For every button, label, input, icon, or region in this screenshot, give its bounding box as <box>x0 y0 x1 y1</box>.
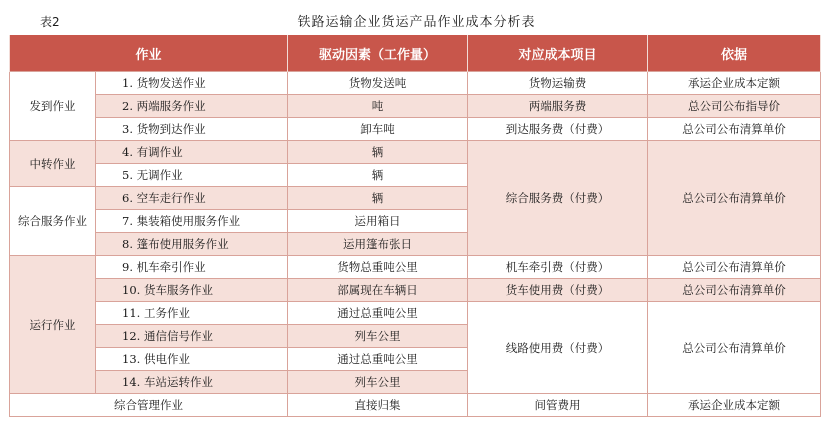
cost-cell: 两端服务费 <box>468 95 648 118</box>
basis-cell: 总公司公布指导价 <box>648 95 821 118</box>
header-activity: 作业 <box>10 35 288 72</box>
cost-cell: 到达服务费（付费） <box>468 118 648 141</box>
merged-service-basis: 总公司公布清算单价 <box>648 141 821 256</box>
activity-cell: 4. 有调作业 <box>96 141 288 164</box>
driver-cell: 运用箱日 <box>288 210 468 233</box>
activity-cell: 12. 通信信号作业 <box>96 325 288 348</box>
table-number: 表2 <box>40 15 60 29</box>
footer-basis: 承运企业成本定额 <box>648 394 821 417</box>
activity-cell: 2. 两端服务作业 <box>96 95 288 118</box>
activity-cell: 10. 货车服务作业 <box>96 279 288 302</box>
merged-line-cost: 线路使用费（付费） <box>468 302 648 394</box>
cost-analysis-table <box>9 35 821 417</box>
header-row <box>10 35 821 72</box>
cost-cell: 货车使用费（付费） <box>468 279 648 302</box>
footer-driver: 直接归集 <box>288 394 468 417</box>
driver-cell: 通过总重吨公里 <box>288 302 468 325</box>
activity-cell: 7. 集装箱使用服务作业 <box>96 210 288 233</box>
footer-activity: 综合管理作业 <box>10 394 288 417</box>
driver-cell: 货物总重吨公里 <box>288 256 468 279</box>
driver-cell: 列车公里 <box>288 325 468 348</box>
group-general-service: 综合服务作业 <box>10 187 96 256</box>
driver-cell: 辆 <box>288 141 468 164</box>
driver-cell: 通过总重吨公里 <box>288 348 468 371</box>
activity-cell: 5. 无调作业 <box>96 164 288 187</box>
activity-cell: 1. 货物发送作业 <box>96 72 288 95</box>
footer-row <box>10 394 821 417</box>
activity-cell: 8. 篷布使用服务作业 <box>96 233 288 256</box>
basis-cell: 总公司公布清算单价 <box>648 279 821 302</box>
driver-cell: 吨 <box>288 95 468 118</box>
activity-cell: 9. 机车牵引作业 <box>96 256 288 279</box>
activity-cell: 13. 供电作业 <box>96 348 288 371</box>
basis-cell: 总公司公布清算单价 <box>648 256 821 279</box>
table-row <box>10 256 821 279</box>
group-transfer: 中转作业 <box>10 141 96 187</box>
table-row <box>10 302 821 325</box>
activity-cell: 6. 空车走行作业 <box>96 187 288 210</box>
basis-cell: 承运企业成本定额 <box>648 72 821 95</box>
table-row <box>10 279 821 302</box>
table-row <box>10 72 821 95</box>
table-row <box>10 141 821 164</box>
driver-cell: 卸车吨 <box>288 118 468 141</box>
activity-cell: 11. 工务作业 <box>96 302 288 325</box>
driver-cell: 辆 <box>288 164 468 187</box>
basis-cell: 总公司公布清算单价 <box>648 118 821 141</box>
footer-cost: 间管费用 <box>468 394 648 417</box>
merged-line-basis: 总公司公布清算单价 <box>648 302 821 394</box>
group-dispatch-arrival: 发到作业 <box>10 72 96 141</box>
driver-cell: 运用篷布张日 <box>288 233 468 256</box>
driver-cell: 部属现在车辆日 <box>288 279 468 302</box>
table-caption <box>0 0 833 35</box>
activity-cell: 14. 车站运转作业 <box>96 371 288 394</box>
merged-service-cost: 综合服务费（付费） <box>468 141 648 256</box>
group-operation: 运行作业 <box>10 256 96 394</box>
header-driver: 驱动因素（工作量） <box>288 35 468 72</box>
table-row <box>10 118 821 141</box>
header-cost-item: 对应成本项目 <box>468 35 648 72</box>
cost-cell: 机车牵引费（付费） <box>468 256 648 279</box>
cost-cell: 货物运输费 <box>468 72 648 95</box>
header-basis: 依据 <box>648 35 821 72</box>
driver-cell: 列车公里 <box>288 371 468 394</box>
driver-cell: 辆 <box>288 187 468 210</box>
table-title: 铁路运输企业货运产品作业成本分析表 <box>297 15 536 30</box>
activity-cell: 3. 货物到达作业 <box>96 118 288 141</box>
driver-cell: 货物发送吨 <box>288 72 468 95</box>
table-row <box>10 95 821 118</box>
